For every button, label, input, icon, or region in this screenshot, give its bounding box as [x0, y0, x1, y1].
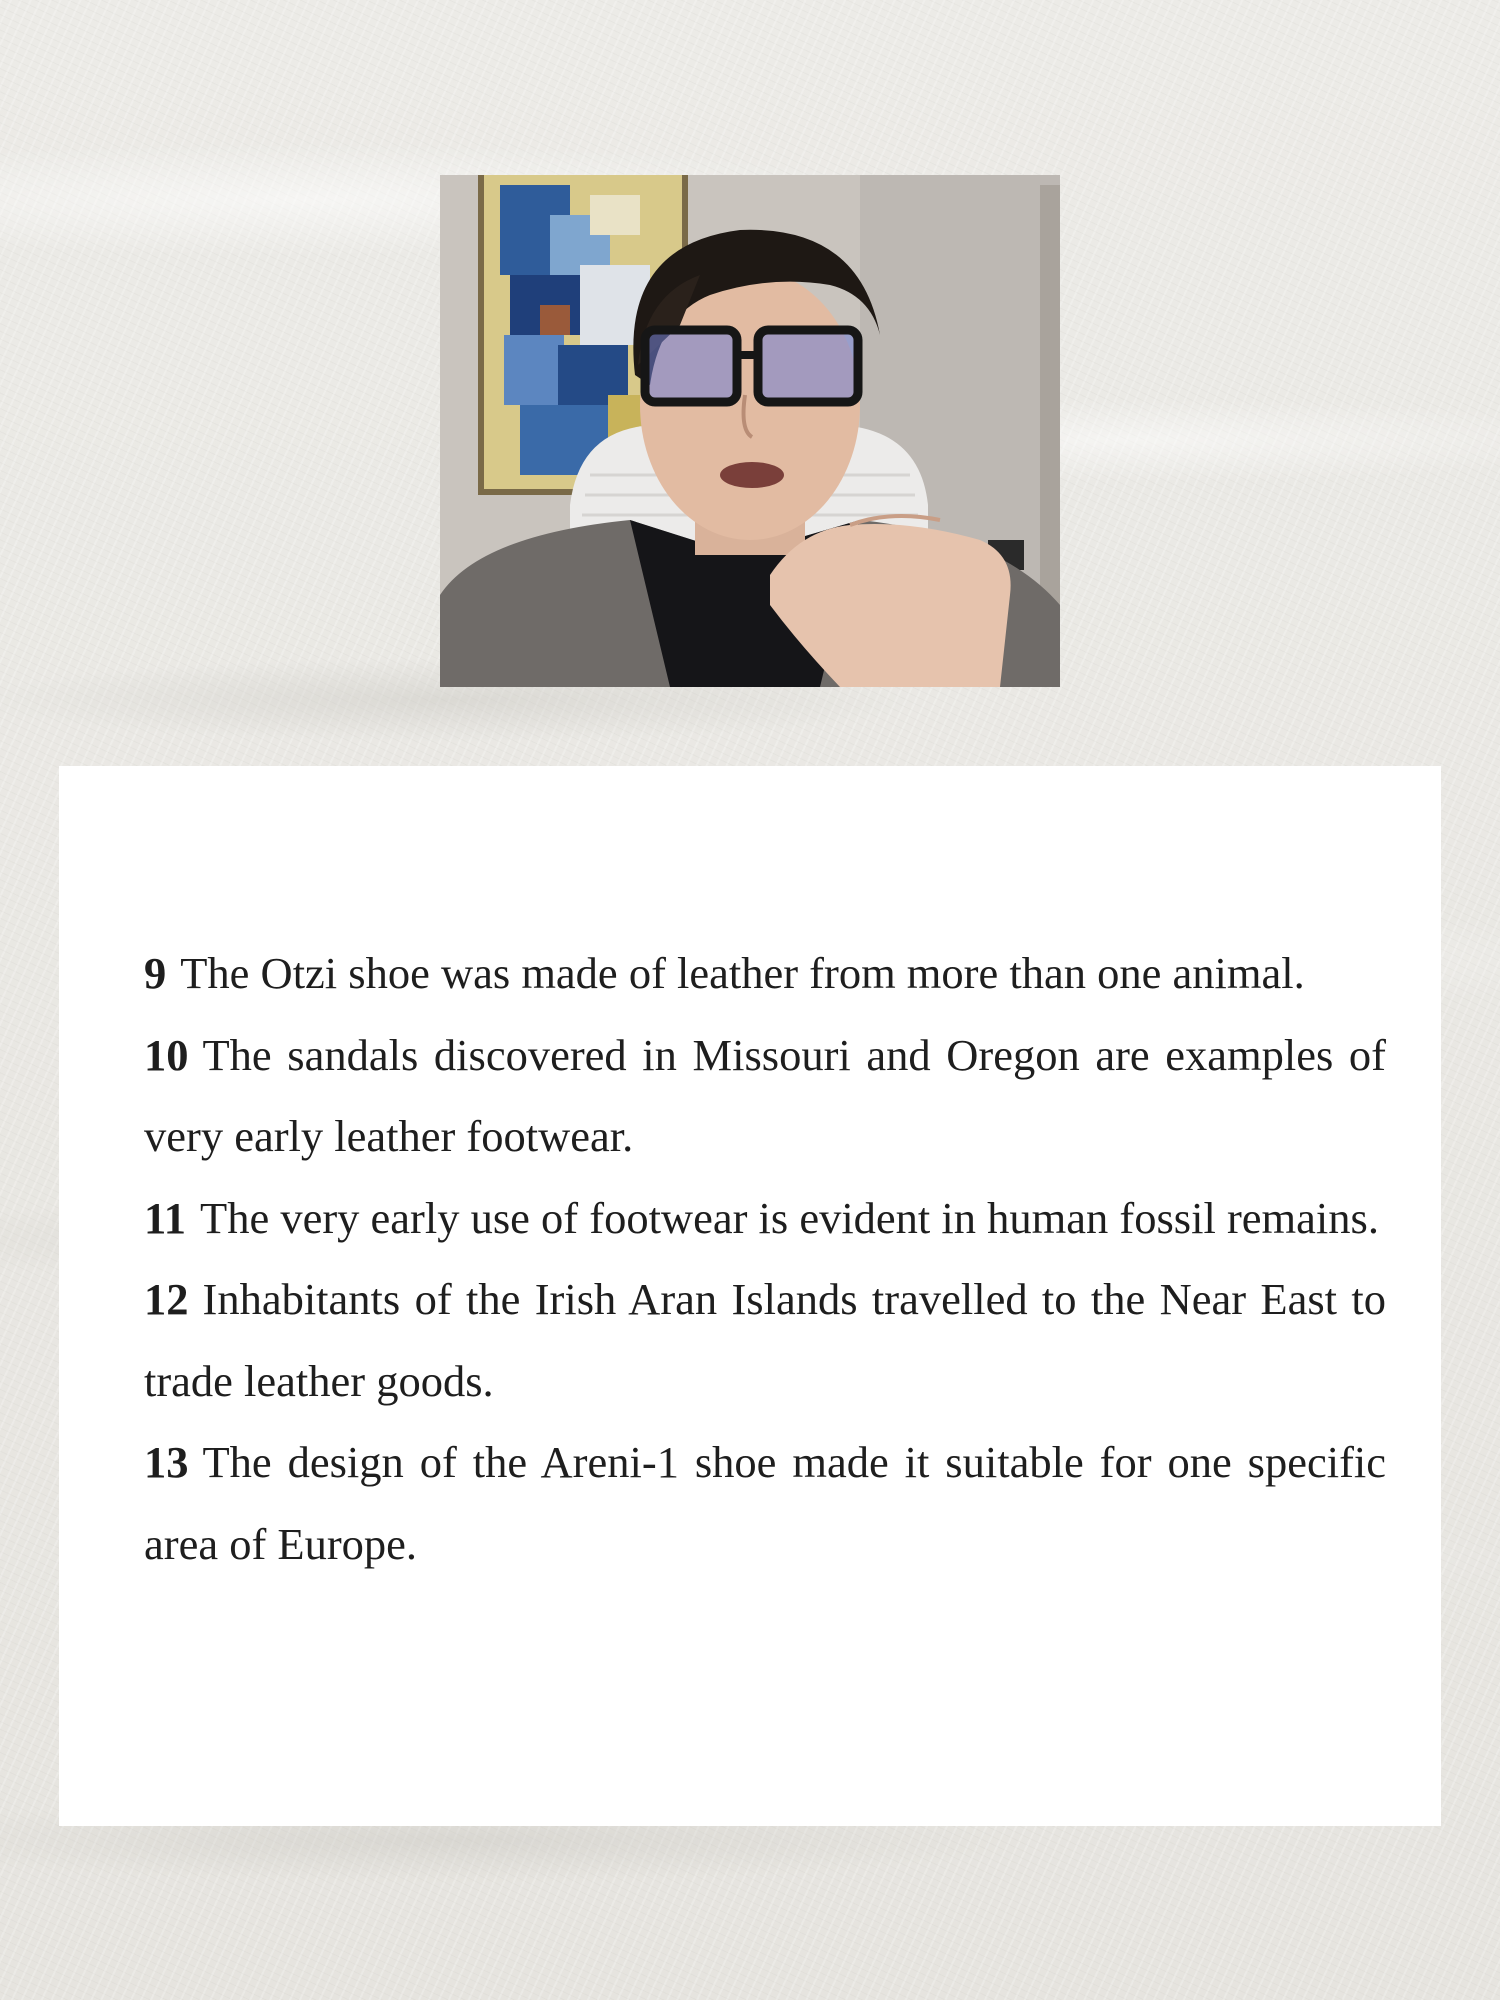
- statement-number: 11: [144, 1192, 187, 1243]
- statement-9: [144, 933, 1386, 1015]
- statement-12: [144, 1259, 1386, 1422]
- statements-list: [144, 933, 1386, 1585]
- presenter-image: [440, 175, 1060, 687]
- statement-text: The design of the Areni-1 shoe made it suitable for one specific area of Europe.: [144, 1437, 1386, 1569]
- statement-text: The sandals discovered in Missouri and Oregon are examples of very early leather footwear.: [144, 1029, 1386, 1161]
- statement-11: [144, 1178, 1386, 1260]
- statement-number: 12: [144, 1274, 189, 1324]
- statement-text: The Otzi shoe was made of leather from more than one animal.: [180, 948, 1305, 998]
- statement-10: [144, 1015, 1386, 1178]
- statements-card: [59, 766, 1441, 1826]
- statement-13: [144, 1422, 1386, 1585]
- statement-number: 10: [144, 1029, 189, 1080]
- presenter-video: [440, 175, 1060, 687]
- statement-number: 13: [144, 1437, 189, 1487]
- statement-number: 9: [144, 948, 167, 998]
- statement-text: The very early use of footwear is evident in human fossil remains.: [200, 1192, 1379, 1243]
- statement-text: Inhabitants of the Irish Aran Islands travelled to the Near East to trade leather goods.: [144, 1274, 1386, 1406]
